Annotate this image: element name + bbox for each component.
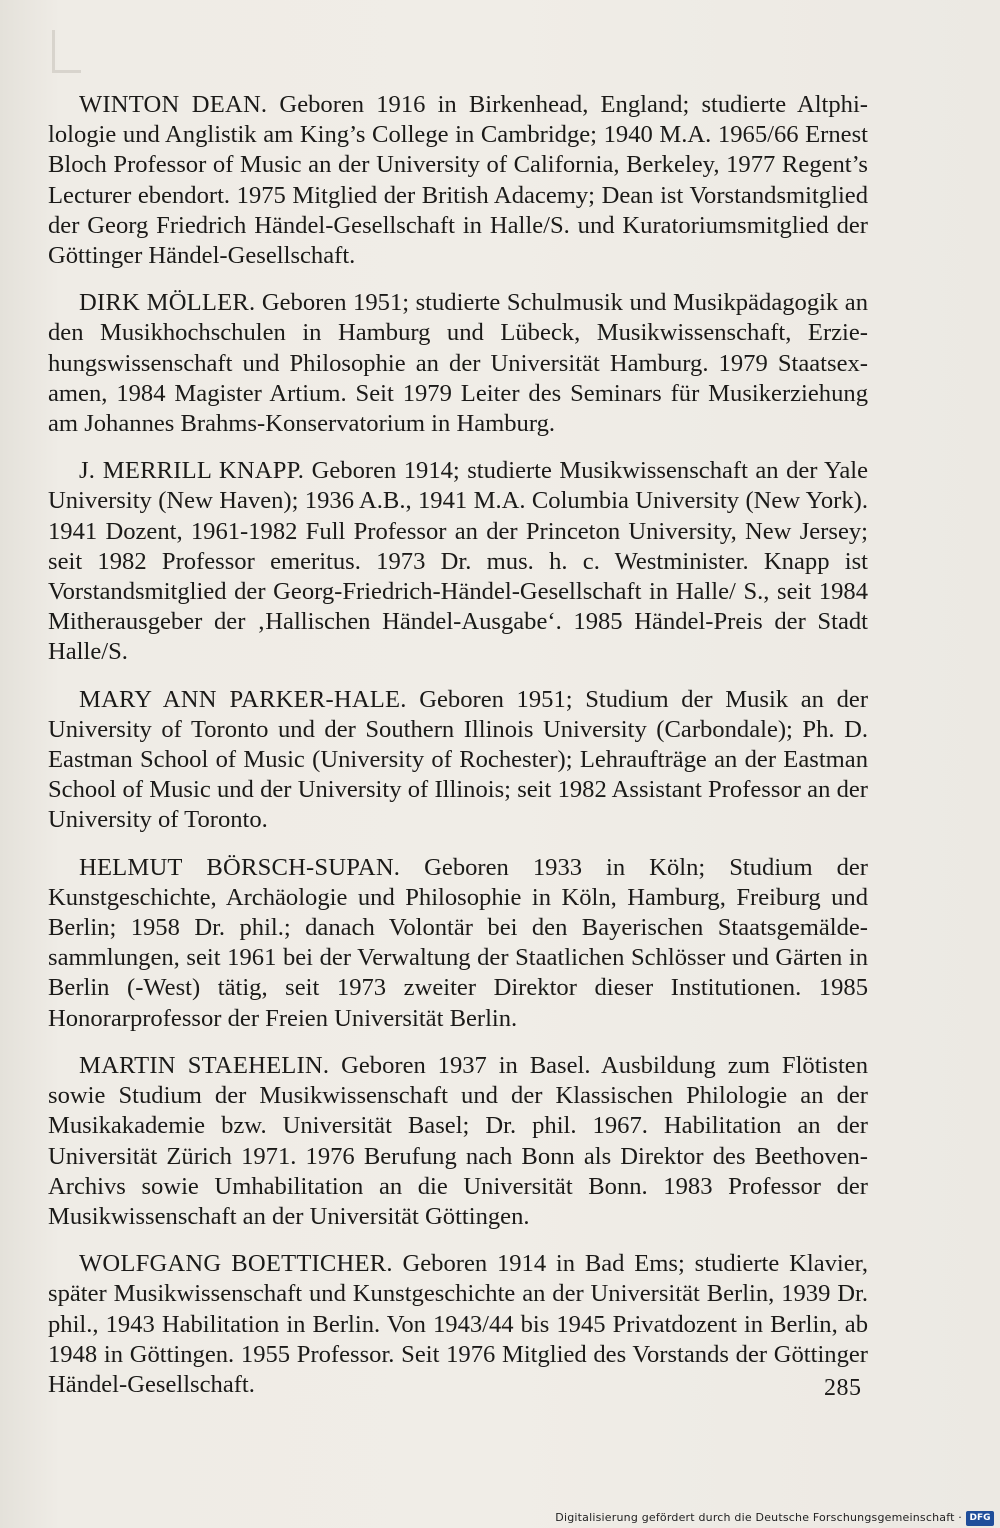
bio-text: Geboren 1951; studierte Schulmusik und Musikpädagogik an den Musikhochschulen in Hamburg und Lübeck, Musikwissenschaft, Erziehungswissenschaft und Philosophie an der Universität Hamburg. 1979 Staatsexamen, 1984 Magister Artium. Seit 1979 Leiter des Seminars für Musikerziehung am Johannes Brahms-Konservatorium in Hamburg. <box>48 289 868 438</box>
bio-text: Geboren 1933 in Köln; Studium der Kunstgeschichte, Archäologie und Philosophie in Köln, Hamburg, Freiburg und Berlin; 1958 Dr. phil.; danach Volontär bei den Bayerischen Staatsgemäldesammlungen, seit 1961 bei der Verwaltung der Staatlichen Schlösser und Gärten in Berlin (-West) tätig, seit 1973 zweiter Direktor dieser Institutionen. 1985 Honorarprofessor der Freien Universität Berlin. <box>48 853 868 1032</box>
bio-text: Geboren 1937 in Basel. Ausbildung zum Flötisten sowie Studium der Musikwissenschaft und der Klassischen Philologie an der Musikakademie bzw. Universität Basel; Dr. phil. 1967. Habilitation an der Universität Zürich 1971. 1976 Berufung nach Bonn als Direktor des Beethoven-Archivs sowie Umhabilitation an die Universität Bonn. 1983 Professor der Musikwissenschaft an der Universität Göttingen. <box>48 1051 869 1230</box>
page-number: 285 <box>824 1375 862 1401</box>
bio-name: DIRK MÖLLER. <box>79 289 256 317</box>
bio-name: J. MERRILL KNAPP. <box>79 457 305 485</box>
contributors-list <box>48 90 868 1417</box>
bio-name: MARY ANN PARKER-HALE. <box>79 685 407 713</box>
bio-paragraph <box>48 90 868 271</box>
bio-paragraph <box>48 1051 868 1232</box>
bio-text: Geboren 1914 in Bad Ems; studierte Klavier, später Musikwissenschaft und Kunstgeschichte an der Universität Berlin, 1939 Dr. phil., 1943 Habilitation in Berlin. Von 1943/44 bis 1945 Privatdozent in Berlin, ab 1948 in Göttingen. 1955 Professor. Seit 1976 Mitglied des Vorstands der Göttinger Händel-Gesellschaft. <box>48 1250 869 1398</box>
bio-paragraph <box>48 853 868 1034</box>
corner-bracket-mark <box>52 30 81 73</box>
bio-paragraph <box>48 685 868 836</box>
dfg-logo: DFG <box>966 1511 994 1526</box>
bio-name: HELMUT BÖRSCH-SUPAN. <box>79 853 401 881</box>
bio-paragraph <box>48 288 868 439</box>
bio-paragraph <box>48 456 868 667</box>
digitization-credit: Digitalisierung gefördert durch die Deutsche Forschungsgemeinschaft · <box>555 1511 962 1524</box>
bio-paragraph <box>48 1249 868 1400</box>
bio-name: WOLFGANG BOETTICHER. <box>79 1250 393 1278</box>
bio-text: Geboren 1916 in Birkenhead, England; studierte Altphilologie und Anglistik am King’s College in Cambridge; 1940 M.A. 1965/66 Ernest Bloch Professor of Music an der University of California, Berkeley, 1977 Regent’s Lecturer ebendort. 1975 Mitglied der British Adacemy; Dean ist Vorstandsmitglied der Georg Friedrich Händel-Gesellschaft in Halle/S. und Kuratoriumsmitglied der Göttinger Händel-Gesellschaft. <box>48 91 868 270</box>
bio-name: MARTIN STAEHELIN. <box>79 1051 330 1079</box>
bio-text: Geboren 1951; Studium der Musik an der University of Toronto und der Southern Illinois University (Carbondale); Ph. D. Eastman School of Music (University of Rochester); Lehraufträge an der Eastman School of Music und der University of Illinois; seit 1982 Assistant Professor an der University of Toronto. <box>48 685 869 834</box>
bio-name: WINTON DEAN. <box>79 91 268 118</box>
bio-text: Geboren 1914; studierte Musikwissenschaft an der Yale University (New Haven); 1936 A.B., 1941 M.A. Columbia University (New York). 1941 Dozent, 1961-1982 Full Professor an der Princeton University, New Jersey; seit 1982 Professor emeritus. 1973 Dr. mus. h. c. Westminister. Knapp ist Vorstandsmitglied der Georg-Friedrich-Händel-Gesellschaft in Halle/ S., seit 1984 Mitherausgeber der ‚Hallischen Händel-Ausgabe‘. 1985 Händel-Preis der Stadt Halle/S. <box>48 457 868 666</box>
